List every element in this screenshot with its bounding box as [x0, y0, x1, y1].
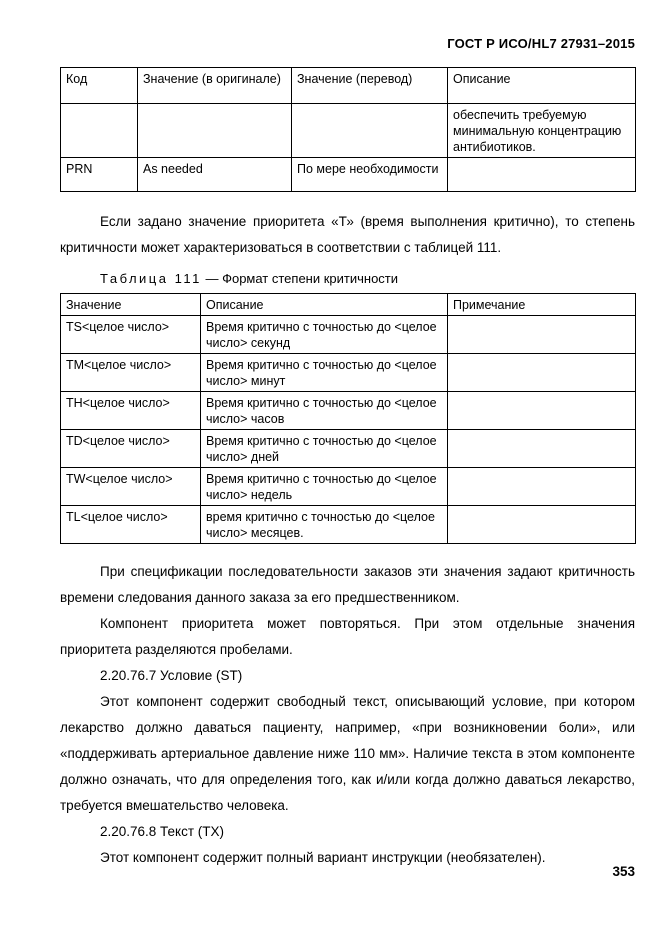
table-cell	[61, 104, 138, 158]
table-cell: время критично с точностью до <целое число> месяцев.	[201, 506, 448, 544]
table-header-cell: Значение	[61, 294, 201, 316]
table-caption	[60, 270, 635, 288]
table-row	[61, 316, 636, 354]
table-header-cell: Значение (в оригинале)	[138, 68, 292, 104]
table-cell: обеспечить требуемую минимальную концентрацию антибиотиков.	[448, 104, 636, 158]
table-row	[61, 104, 636, 158]
table-header-cell: Описание	[201, 294, 448, 316]
table-cell	[138, 104, 292, 158]
table-cell: PRN	[61, 158, 138, 192]
table-cell	[448, 430, 636, 468]
page-content	[60, 0, 635, 871]
table-header-cell: Значение (перевод)	[292, 68, 448, 104]
table-cell: TD<целое число>	[61, 430, 201, 468]
page-number: 353	[612, 864, 635, 879]
table-cell	[448, 506, 636, 544]
table-caption-title: — Формат степени критичности	[205, 271, 399, 286]
codes-table	[60, 67, 636, 192]
table-row	[61, 158, 636, 192]
table-cell	[292, 104, 448, 158]
table-cell: TM<целое число>	[61, 354, 201, 392]
table-header-row	[61, 68, 636, 104]
table-row	[61, 430, 636, 468]
table-row	[61, 468, 636, 506]
table-row	[61, 506, 636, 544]
table-cell: Время критично с точностью до <целое число> секунд	[201, 316, 448, 354]
body-paragraph: Компонент приоритета может повторяться. При этом отдельные значения приоритета разделяются пробелами.	[60, 616, 635, 657]
table-cell	[448, 354, 636, 392]
table-caption-label: Таблица 111	[100, 271, 202, 286]
table-cell: As needed	[138, 158, 292, 192]
table-cell: Время критично с точностью до <целое число> минут	[201, 354, 448, 392]
table-cell: По мере необходимости	[292, 158, 448, 192]
section-body-condition: Этот компонент содержит свободный текст, описывающий условие, при котором лекарство должно даваться пациенту, например, «при возникновении боли», или «поддерживать артериальное давление ниже 110 мм». Наличие текста в этом компоненте должно означать, что для определения того, как и/или когда должно даваться лекарство, требуется вмешательство человека.	[60, 694, 635, 813]
table-header-cell: Код	[61, 68, 138, 104]
table-cell: TL<целое число>	[61, 506, 201, 544]
table-cell	[448, 392, 636, 430]
body-paragraph: При спецификации последовательности заказов эти значения задают критичность времени следования данного заказа за его предшественником.	[60, 564, 635, 605]
table-header-cell: Примечание	[448, 294, 636, 316]
table-cell: Время критично с точностью до <целое число> дней	[201, 430, 448, 468]
table-cell: Время критично с точностью до <целое число> недель	[201, 468, 448, 506]
table-row	[61, 392, 636, 430]
table-row	[61, 354, 636, 392]
criticality-format-table	[60, 293, 636, 544]
table-cell: TS<целое число>	[61, 316, 201, 354]
table-cell: Время критично с точностью до <целое число> часов	[201, 392, 448, 430]
table-header-row	[61, 294, 636, 316]
table-cell	[448, 468, 636, 506]
table-cell	[448, 158, 636, 192]
table-header-cell: Описание	[448, 68, 636, 104]
section-body-text: Этот компонент содержит полный вариант инструкции (необязателен).	[100, 850, 546, 865]
section-heading-condition: 2.20.76.7 Условие (ST)	[100, 668, 243, 683]
table-cell: TW<целое число>	[61, 468, 201, 506]
table-cell: TH<целое число>	[61, 392, 201, 430]
intro-paragraph: Если задано значение приоритета «Т» (время выполнения критично), то степень критичности может характеризоваться в соответствии с таблицей 111.	[60, 214, 635, 255]
section-heading-text: 2.20.76.8 Текст (ТХ)	[100, 824, 225, 839]
table-cell	[448, 316, 636, 354]
doc-header: ГОСТ Р ИСО/HL7 27931–2015	[447, 36, 635, 51]
